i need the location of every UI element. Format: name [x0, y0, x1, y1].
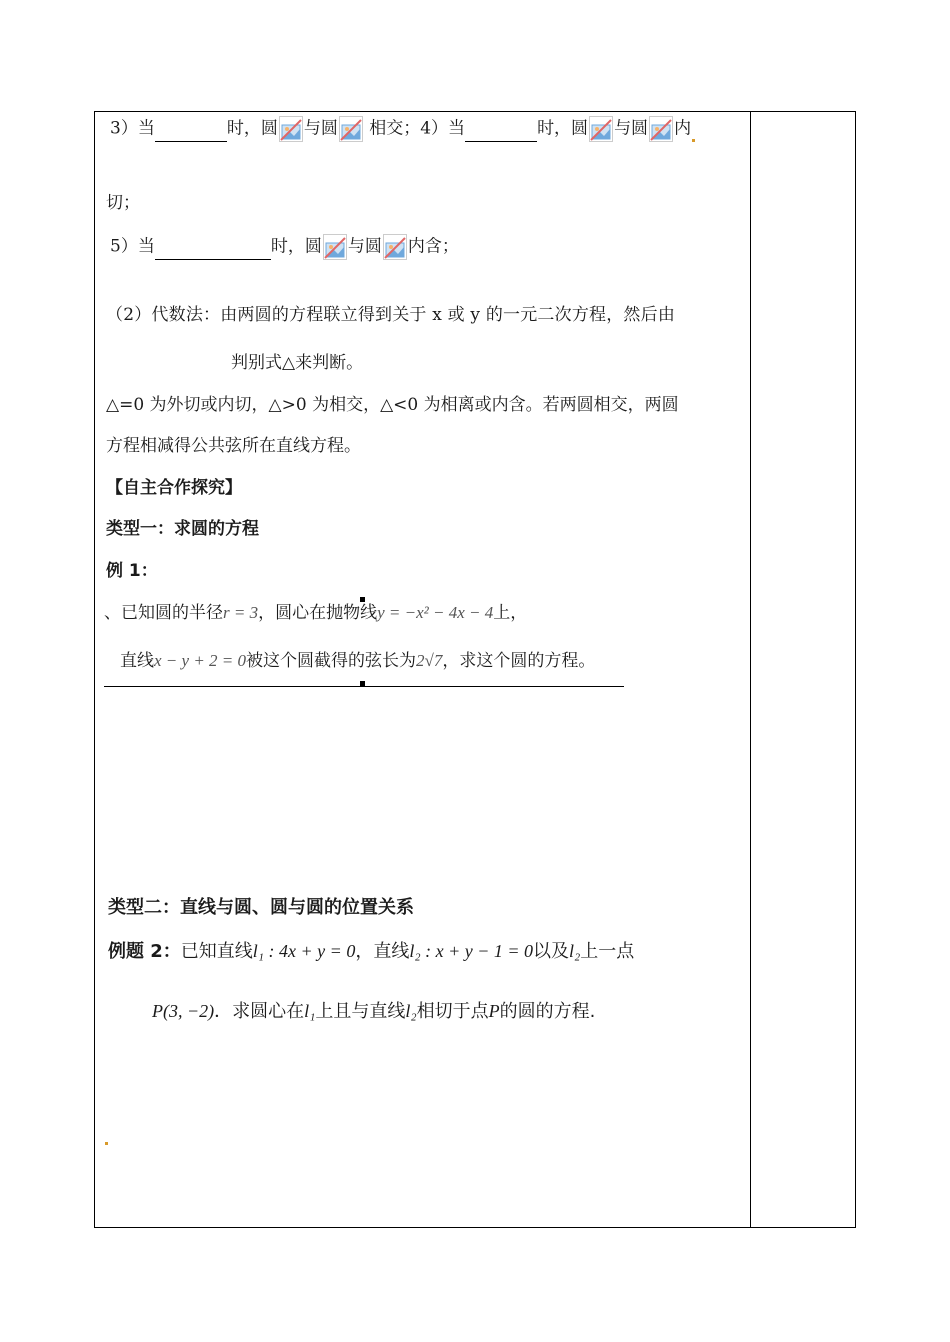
- cond5-when: 时，圆: [270, 236, 322, 257]
- ex2-text-e: ．求圆心在: [214, 1001, 305, 1022]
- example1-label: 例 1：: [106, 561, 158, 581]
- type2-heading: 类型二：直线与圆、圆与圆的位置关系: [108, 897, 414, 918]
- ex1-text-b: ，圆心在抛物线: [258, 603, 378, 623]
- example2-line-1: [108, 940, 634, 963]
- ex2-math-l2b: l₂: [569, 941, 581, 961]
- ex2-text-g: 相切于点: [416, 1001, 489, 1022]
- ex1-math-chord: 2√7: [416, 651, 443, 670]
- marker-dot: [105, 1142, 108, 1145]
- ex2-math-l1: l₁ : 4x + y = 0: [252, 941, 356, 961]
- blank-field: [155, 125, 227, 142]
- condition-5-line: [110, 234, 459, 260]
- cond3-when: 时，圆: [226, 118, 278, 139]
- cond4-prefix: 4）当: [420, 118, 466, 139]
- cond4-and: 与圆: [614, 118, 649, 139]
- delta-line-2-text: 方程相减得公共弦所在直线方程。: [106, 436, 361, 456]
- cond4-tail: 切；: [106, 193, 140, 213]
- section-title: 【自主合作探究】: [106, 478, 242, 498]
- broken-image-icon: [589, 116, 613, 142]
- ex2-math-p: P: [488, 1001, 500, 1021]
- ex2-text-d: 上一点: [580, 941, 635, 962]
- cond5-contain: 内含；: [407, 236, 459, 257]
- blank-field: [155, 243, 271, 260]
- ex2-text-c: 以及: [533, 941, 569, 962]
- ex1-math-r: r = 3: [223, 603, 259, 622]
- delta-line-2: [106, 435, 361, 457]
- ex2-math-l2c: l₂: [405, 1001, 417, 1021]
- blank-field: [465, 125, 537, 142]
- cond4-when: 时，圆: [537, 118, 589, 139]
- type1-heading: 类型一：求圆的方程: [106, 519, 259, 539]
- cond3-intersect: 相交；: [369, 118, 421, 139]
- broken-image-icon: [339, 116, 363, 142]
- example1-line-1: [104, 602, 527, 624]
- ex2-math-l1b: l₁: [304, 1001, 316, 1021]
- ex2-math-l2: l₂ : x + y − 1 = 0: [409, 941, 533, 961]
- cond5-prefix: 5）当: [110, 236, 155, 257]
- marker-dot: [692, 139, 695, 142]
- ex2-text-b: ，直线: [355, 941, 410, 962]
- example1-line-2: [120, 650, 595, 672]
- example2-line-2: [152, 1000, 595, 1023]
- ex2-label: 例题 2：: [108, 941, 181, 962]
- broken-image-icon: [383, 234, 407, 260]
- selection-handle: [360, 681, 365, 686]
- cond3-and: 与圆: [303, 118, 338, 139]
- ex1-text-e: 被这个圆截得的弦长为: [246, 651, 417, 671]
- ex1-math-parabola: y = −x² − 4x − 4: [377, 603, 494, 622]
- ex1-math-line: x − y + 2 = 0: [154, 651, 247, 670]
- cond5-and: 与圆: [347, 236, 382, 257]
- underline-rule: [104, 686, 624, 687]
- ex2-text-h: 的圆的方程.: [499, 1001, 596, 1022]
- delta-line-1: △=0 为外切或内切，△>0 为相交，△<0 为相离或内含。若两圆相交，两圆: [106, 395, 679, 415]
- ex1-text-c: 上，: [493, 603, 528, 623]
- cond4-inner: 内: [674, 118, 692, 139]
- ex1-text-f: ，求这个圆的方程。: [442, 651, 596, 671]
- ex1-text-d: 直线: [120, 651, 154, 671]
- broken-image-icon: [279, 116, 303, 142]
- ex2-text-f: 上且与直线: [315, 1001, 406, 1022]
- algebra-line-2: 判别式△来判断。: [231, 353, 364, 373]
- algebra-line-1: （2）代数法：由两圆的方程联立得到关于 x 或 y 的一元二次方程，然后由: [106, 305, 676, 325]
- ex2-text-a: 已知直线: [180, 941, 253, 962]
- condition-3-4-line: [110, 116, 695, 142]
- cond3-prefix: 3）当: [110, 118, 155, 139]
- column-divider: [750, 111, 751, 1228]
- ex1-text-a: 、已知圆的半径: [104, 603, 223, 623]
- broken-image-icon: [323, 234, 347, 260]
- ex2-math-point: P(3, −2): [152, 1001, 215, 1021]
- broken-image-icon: [649, 116, 673, 142]
